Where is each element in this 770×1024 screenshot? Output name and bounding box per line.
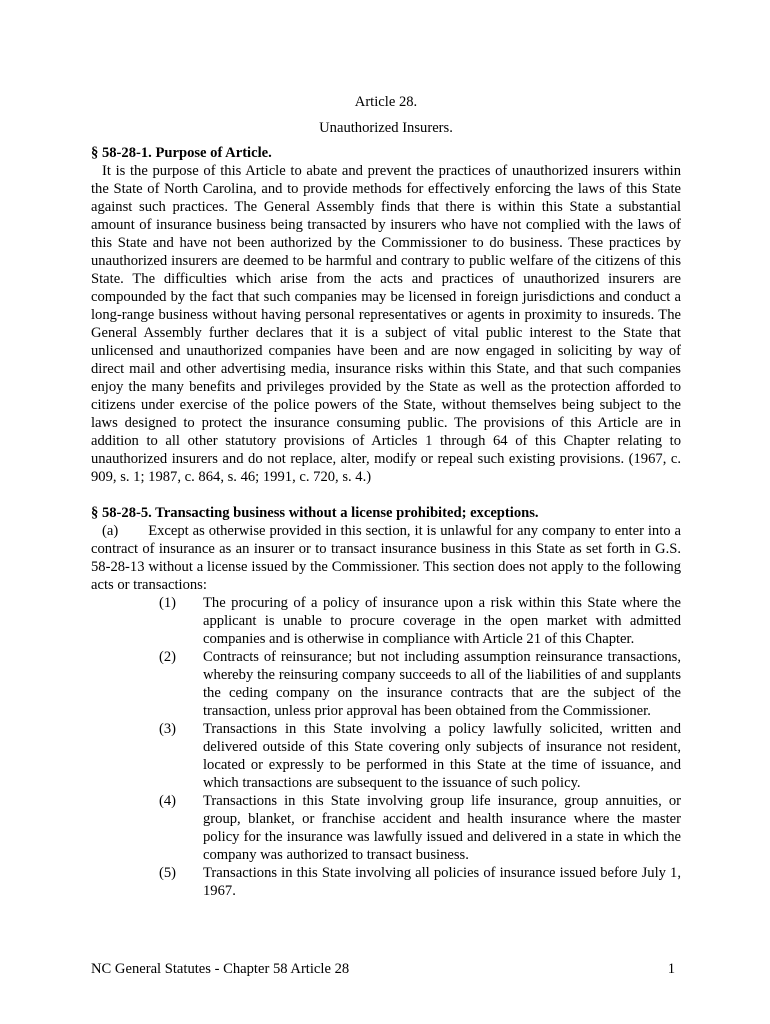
- list-item-number: (5): [159, 865, 177, 881]
- list-item-number: (1): [159, 595, 177, 611]
- list-item-text: The procuring of a policy of insurance upon a risk within this State where the applicant is unable to procure coverage in the open market with admitted companies and is otherwise in compliance with Article 21 of this Chapter.: [203, 595, 681, 647]
- subsection-a-text: Except as otherwise provided in this section, it is unlawful for any company to enter into a contract of insurance as an insurer or to transact insurance business in this State as set forth in G.S. 58-28-13 without a license issued by the Commissioner. This section does not apply to the following acts or transactions:: [91, 523, 681, 593]
- list-item: [91, 720, 681, 792]
- page-number: 1: [667, 961, 675, 977]
- section-gap: [91, 486, 681, 504]
- article-subtitle: Unauthorized Insurers.: [319, 120, 453, 136]
- document-body: [91, 93, 681, 900]
- list-item-text: Transactions in this State involving a policy lawfully solicited, written and delivered outside of this State covering only subjects of insurance not resident, located or expressly to be performed in this State at the time of issuance, and which transactions are subsequent to the issuance of such policy.: [203, 721, 681, 791]
- list-item-number: (4): [159, 793, 177, 809]
- list-item: [91, 594, 681, 648]
- list-item-text: Transactions in this State involving all policies of insurance issued before July 1, 1967.: [203, 865, 681, 899]
- list-item: [91, 864, 681, 900]
- list-item: [91, 648, 681, 720]
- list-item-text: Transactions in this State involving group life insurance, group annuities, or group, blanket, or franchise accident and health insurance where the master policy for the insurance was lawfully issued and delivered in a state in which the company was authorized to transact business.: [203, 793, 681, 863]
- list-item: [91, 792, 681, 864]
- section-text-58-28-1: It is the purpose of this Article to abate and prevent the practices of unauthorized insurers within the State of North Carolina, and to provide methods for effectively enforcing the laws of this State against such practices. The General Assembly finds that there is within this State a substantial amount of insurance business being transacted by insurers who have not complied with the laws of this State and have not been authorized by the Commissioner to do business. These practices by unauthorized insurers are deemed to be harmful and contrary to public welfare of the citizens of this State. The difficulties which arise from the acts and practices of unauthorized insurers are compounded by the fact that such companies may be licensed in foreign jurisdictions and conduct a long-range business without having personal representatives or agents in proximity to insureds. The General Assembly further declares that it is a subject of vital public interest to the State that unlicensed and unauthorized companies have been and are now engaged in soliciting by way of direct mail and other advertising media, insurance risks within this State, and that such companies enjoy the many benefits and privileges provided by the State as well as the protection afforded to citizens under exercise of the police powers of the State, without themselves being subject to the laws designed to protect the insurance consuming public. The provisions of this Article are in addition to all other statutory provisions of Articles 1 through 64 of this Chapter relating to unauthorized insurers and do not replace, alter, modify or repeal such existing provisions. (1967, c. 909, s. 1; 1987, c. 864, s. 46; 1991, c. 720, s. 4.): [91, 163, 681, 485]
- subsection-a-label: (a): [102, 523, 119, 539]
- list-item-number: (2): [159, 649, 177, 665]
- section-heading-58-28-1: § 58-28-1. Purpose of Article.: [91, 145, 272, 161]
- list-item-number: (3): [159, 721, 177, 737]
- section-heading-58-28-5: § 58-28-5. Transacting business without a license prohibited; exceptions.: [91, 505, 539, 521]
- article-title: Article 28.: [354, 94, 418, 110]
- exceptions-list: [91, 594, 681, 900]
- list-item-text: Contracts of reinsurance; but not including assumption reinsurance transactions, whereby the reinsuring company succeeds to all of the liabilities of and supplants the ceding company on the insurance contracts that are the subject of the transaction, unless prior approval has been obtained from the Commissioner.: [203, 649, 681, 719]
- subsection-a: [91, 522, 681, 594]
- footer-title: NC General Statutes - Chapter 58 Article 28: [91, 961, 350, 977]
